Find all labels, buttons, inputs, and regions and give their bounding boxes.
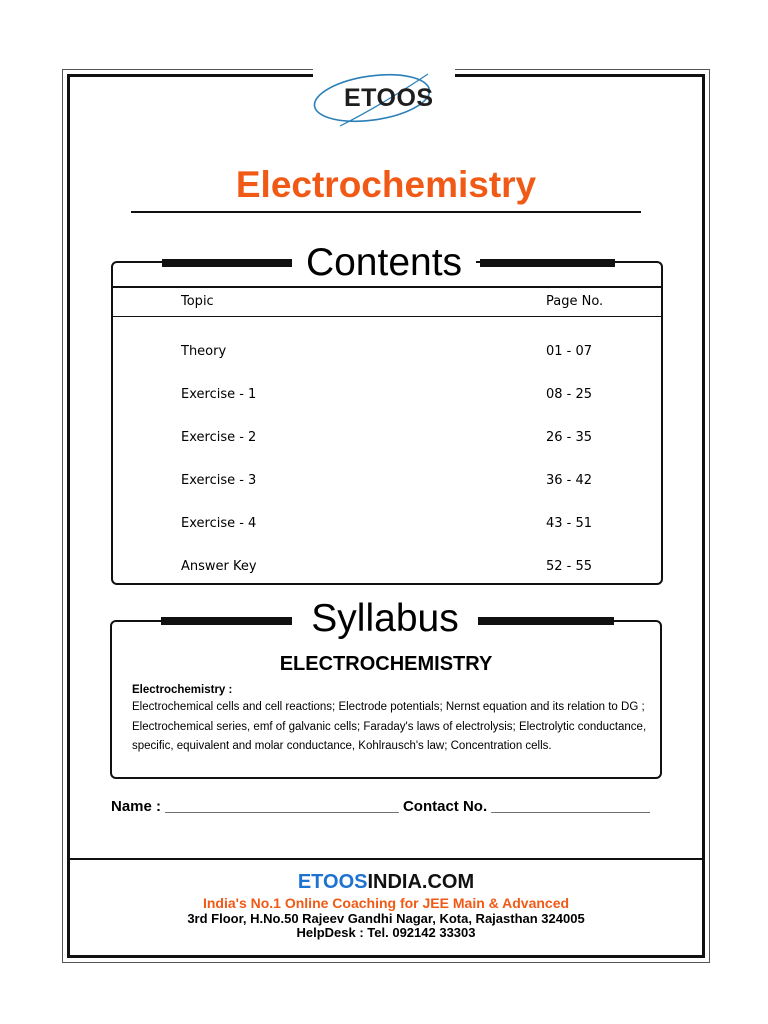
logo-text: ETOOS bbox=[344, 84, 434, 112]
address: 3rd Floor, H.No.50 Rajeev Gandhi Nagar, Kota, Rajasthan 324005 bbox=[187, 911, 585, 926]
contents-box bbox=[111, 261, 663, 585]
helpdesk: HelpDesk : Tel. 092142 33303 bbox=[296, 925, 476, 940]
name-field-label: Name : ____________________________ bbox=[111, 798, 399, 815]
row-pages: 43 - 51 bbox=[546, 516, 593, 531]
website-name-part2: INDIA.COM bbox=[367, 871, 475, 893]
row-pages: 52 - 55 bbox=[546, 559, 593, 574]
tagline: India's No.1 Online Coaching for JEE Main & Advanced bbox=[202, 895, 570, 911]
row-topic: Answer Key bbox=[181, 559, 257, 574]
contents-heading-bar-right bbox=[480, 259, 615, 267]
row-topic: Exercise - 4 bbox=[181, 516, 257, 531]
contact-field-label: Contact No. ___________________ bbox=[402, 798, 650, 815]
row-topic: Exercise - 2 bbox=[181, 430, 257, 445]
syllabus-heading-bar-left bbox=[161, 617, 292, 625]
syllabus-title: ELECTROCHEMISTRY bbox=[279, 653, 493, 675]
footer-divider bbox=[67, 858, 705, 860]
website-name-part1: ETOOS bbox=[297, 871, 368, 893]
syllabus-label: Electrochemistry : bbox=[132, 684, 233, 696]
website-name bbox=[67, 871, 705, 894]
syllabus-heading: Syllabus bbox=[292, 596, 478, 642]
document-title: Electrochemistry bbox=[235, 164, 537, 205]
syllabus-body: Electrochemical cells and cell reactions; Electrode potentials; Nernst equation and its relation to DG ; Electrochemical series, emf of galvanic cells; Faraday's laws of electrolysis; Electrolytic conductance, specific, equivalent and molar conductance, Kohlrausch's law; Concentration cells. bbox=[132, 701, 647, 752]
contents-heading: Contents bbox=[292, 240, 476, 286]
title-underline bbox=[131, 211, 641, 213]
row-pages: 36 - 42 bbox=[546, 473, 593, 488]
row-pages: 26 - 35 bbox=[546, 430, 593, 445]
row-pages: 01 - 07 bbox=[546, 344, 593, 359]
etoos-logo bbox=[310, 66, 450, 132]
syllabus-heading-bar-right bbox=[478, 617, 614, 625]
row-topic: Exercise - 1 bbox=[181, 387, 257, 402]
column-header-page: Page No. bbox=[546, 294, 604, 309]
contents-header-bottom-rule bbox=[113, 316, 661, 317]
row-topic: Exercise - 3 bbox=[181, 473, 257, 488]
contents-heading-bar-left bbox=[162, 259, 292, 267]
name-contact-line bbox=[111, 798, 671, 815]
contents-header-top-rule bbox=[113, 286, 661, 288]
row-pages: 08 - 25 bbox=[546, 387, 593, 402]
column-header-topic: Topic bbox=[181, 294, 214, 309]
row-topic: Theory bbox=[181, 344, 227, 359]
